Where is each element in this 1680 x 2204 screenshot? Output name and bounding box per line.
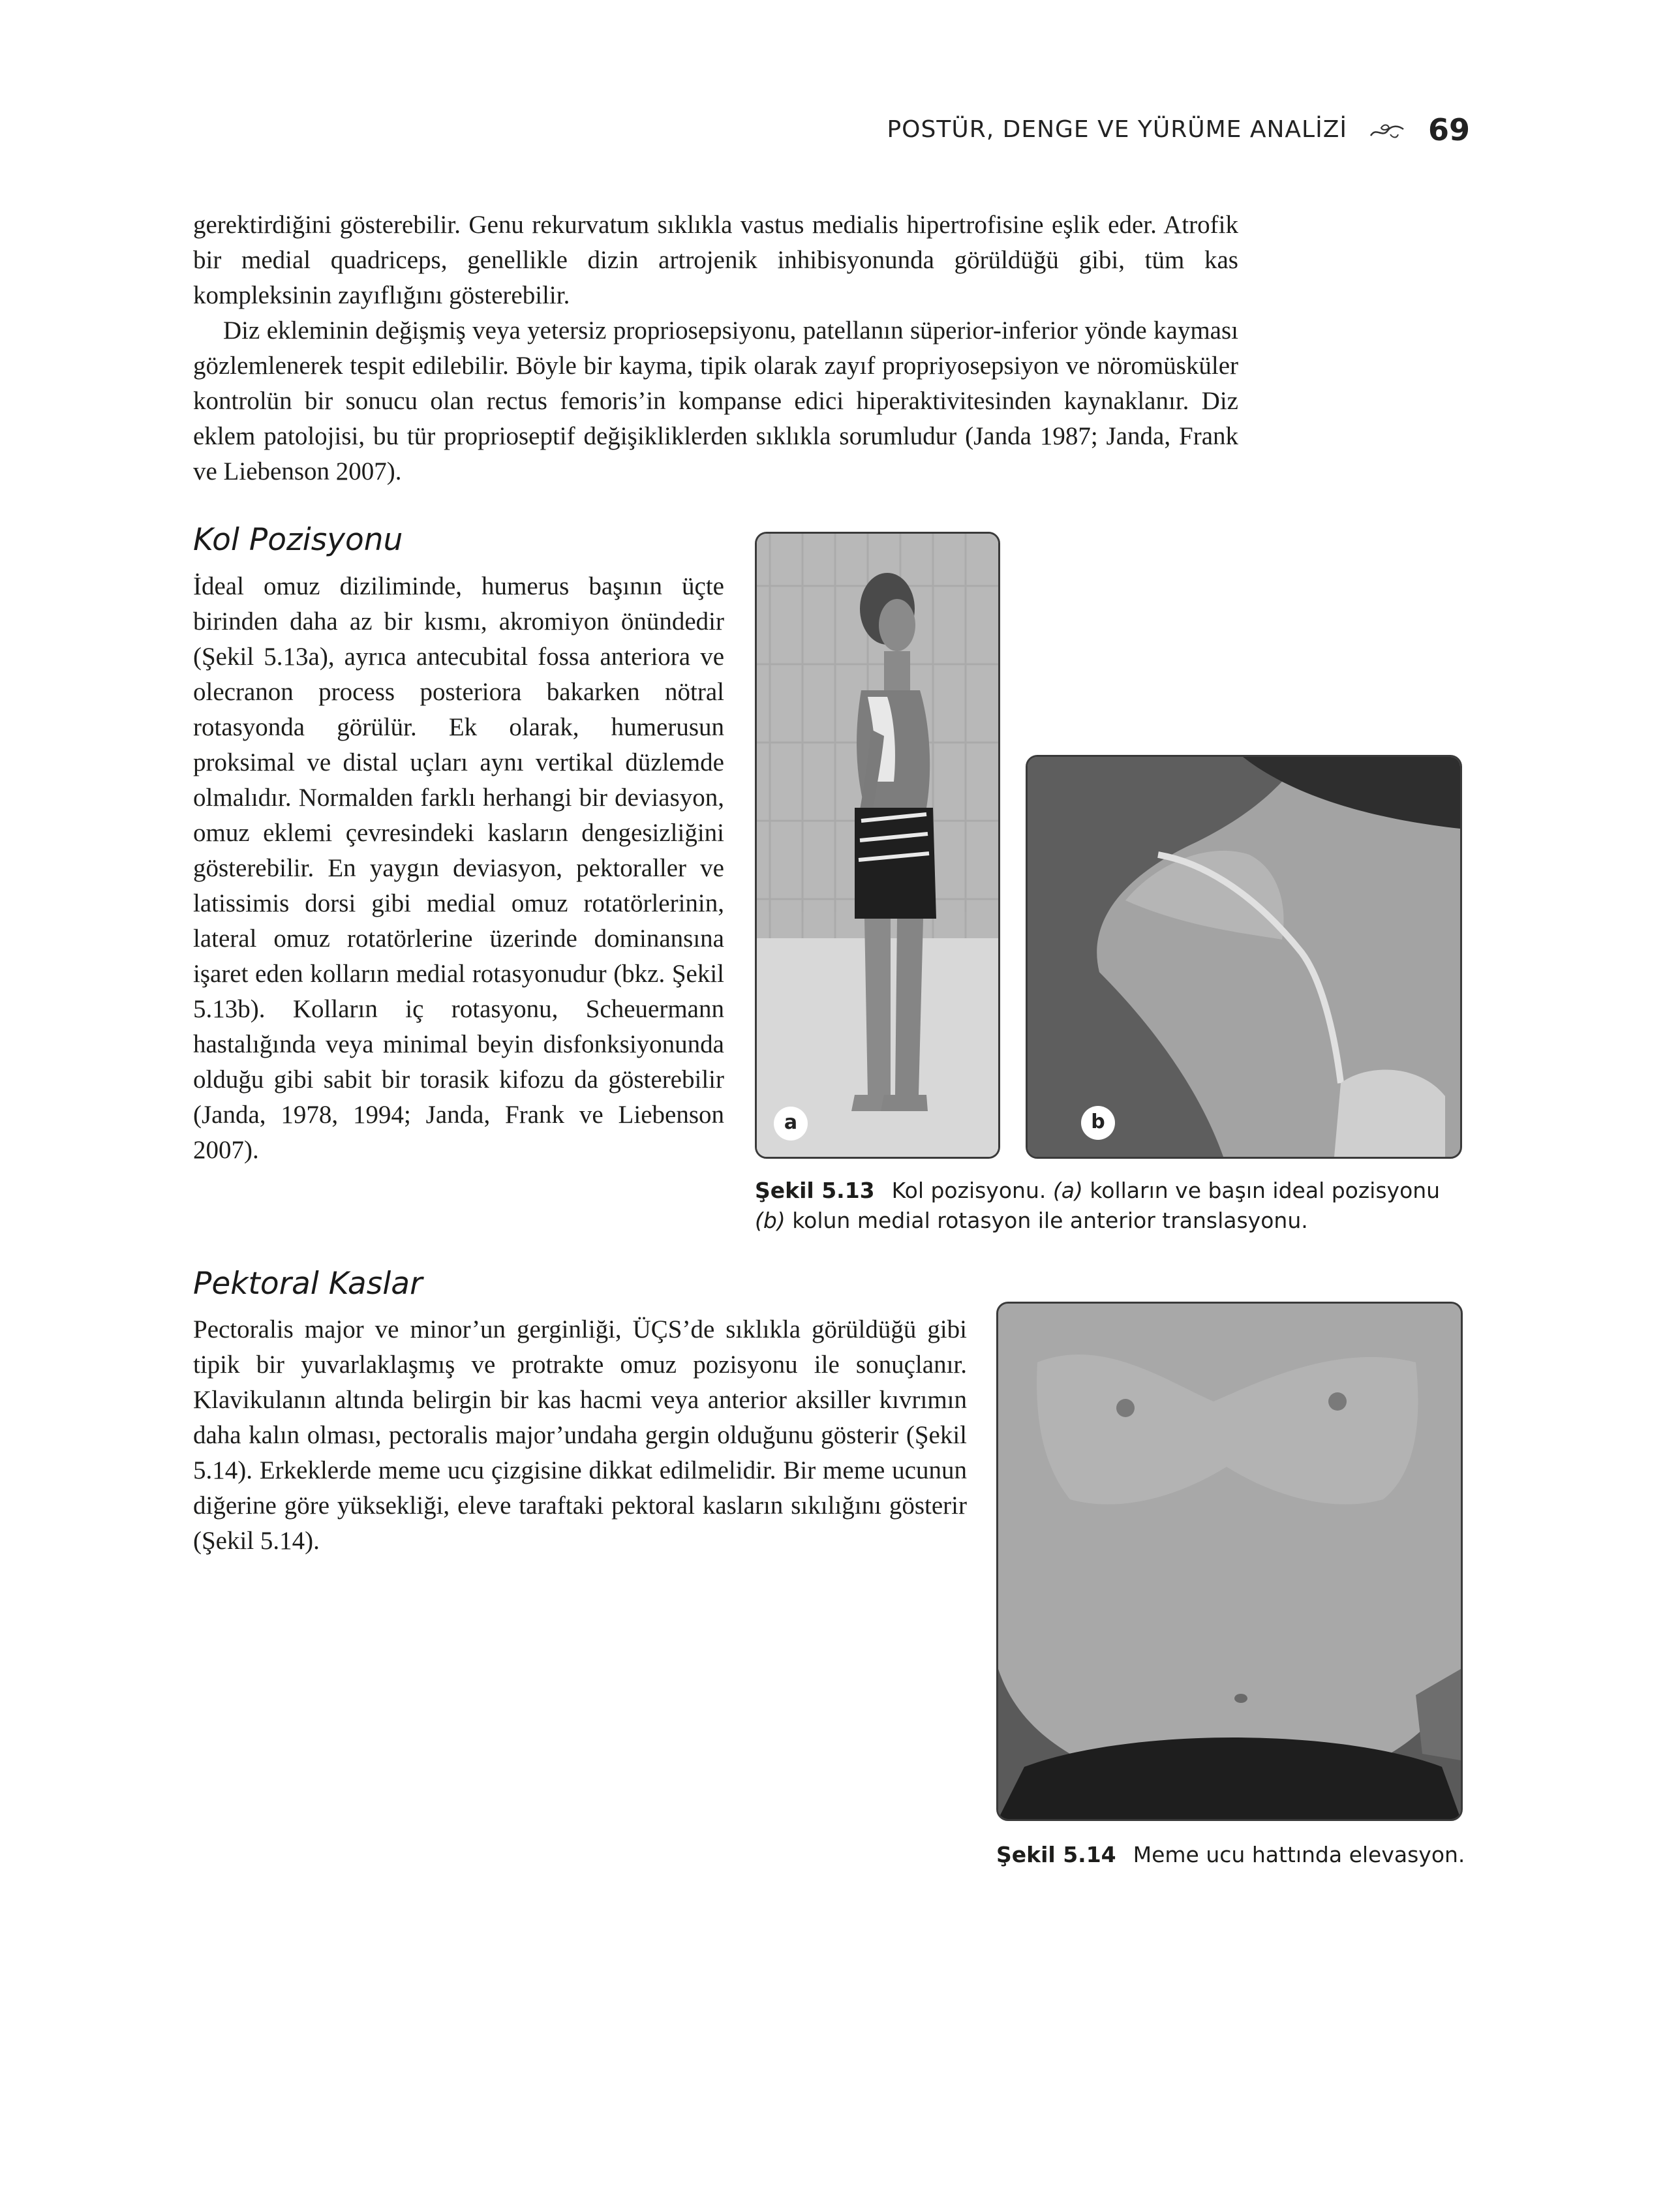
figure-5-14-caption-text: Meme ucu hattında elevasyon. — [1133, 1842, 1465, 1867]
figure-5-14-photo — [996, 1302, 1463, 1821]
page-number: 69 — [1428, 112, 1470, 147]
figure-5-13-caption-b-marker: (b) — [755, 1208, 786, 1233]
shoulder-closeup-image — [1028, 757, 1460, 1157]
intro-section — [193, 207, 1238, 489]
figure-5-13b-photo — [1026, 755, 1462, 1159]
figure-label-b: b — [1081, 1106, 1115, 1140]
figure-5-13a-photo — [755, 532, 1000, 1159]
figure-label-a: a — [774, 1107, 808, 1140]
fleuron-icon — [1368, 121, 1406, 141]
figure-5-13-number: Şekil 5.13 — [755, 1178, 875, 1203]
figure-5-14-number: Şekil 5.14 — [996, 1842, 1116, 1867]
intro-paragraph-2: Diz ekleminin değişmiş veya yetersiz propriosepsiyonu, patellanın süperior-inferior yönde kayması gözlemlenerek tespit edilebilir. Böyle bir kayma, tipik olarak zayıf propriyosepsiyon ve nöromüsküler kontrolün bir sonucu olan rectus femoris’in kompanse edici hiperaktivitesinden kaynaklanır. Diz eklem patolojisi, bu tür proprioseptif değişikliklerden sıklıkla sorumludur (Janda 1987; Janda, Frank ve Liebenson 2007). — [193, 316, 1238, 485]
figure-5-14-caption — [996, 1840, 1486, 1870]
standing-woman-profile-image — [757, 534, 998, 1157]
male-torso-image — [998, 1304, 1461, 1819]
pektoral-kaslar-paragraph: Pectoralis major ve minor’un gerginliği, ÜÇS’de sıklıkla görüldüğü gibi tipik bir yuvarlaklaşmış ve protrakte omuz pozisyonu ile sonuçlanır. Klavikulanın altında belirgin bir kas hacmi veya anterior aksiller kıvrımın daha kalın olması, pectoralis major’undaha gergin olduğunu gösterir (Şekil 5.14). Erkeklerde meme ucu çizgisine dikkat edilmelidir. Bir meme ucunun diğerine göre yüksekliği, eleve taraftaki pektoral kasların sıkılığını gösterir (Şekil 5.14). — [193, 1315, 967, 1555]
figure-5-13-caption-a-text: kolların ve başın ideal pozisyonu — [1090, 1178, 1441, 1203]
running-title: POSTÜR, DENGE VE YÜRÜME ANALİZİ — [887, 116, 1347, 143]
section-heading-kol-pozisyonu: Kol Pozisyonu — [193, 522, 403, 558]
kol-pozisyonu-text — [193, 569, 724, 1168]
figure-5-13-caption-main: Kol pozisyonu. — [891, 1178, 1046, 1203]
running-header — [0, 112, 1680, 151]
figure-5-13-caption — [755, 1176, 1466, 1236]
pektoral-kaslar-text — [193, 1312, 967, 1559]
figure-5-13-caption-b-text: kolun medial rotasyon ile anterior translasyonu. — [792, 1208, 1308, 1233]
figure-5-13-caption-a-marker: (a) — [1052, 1178, 1083, 1203]
kol-pozisyonu-paragraph: İdeal omuz diziliminde, humerus başının üçte birinden daha az bir kısmı, akromiyon önündedir (Şekil 5.13a), ayrıca antecubital fossa anteriora ve olecranon process posteriora bakarken nötral rotasyonda görülür. Ek olarak, humerusun proksimal ve distal uçları aynı vertikal düzlemde olmalıdır. Normalden farklı herhangi bir deviasyon, omuz eklemi çevresindeki kasların dengesizliğini gösterebilir. En yaygın deviasyon, pektoraller ve latissimis dorsi gibi medial omuz rotatörlerinin, lateral omuz rotatörlerine üzerinde dominansına işaret eden kolların medial rotasyonudur (bkz. Şekil 5.13b). Kolların iç rotasyonu, Scheuermann hastalığında veya minimal beyin disfonksiyonunda olduğu gibi sabit bir torasik kifozu da gösterebilir (Janda, 1978, 1994; Janda, Frank ve Liebenson 2007). — [193, 572, 724, 1164]
intro-paragraph-1: gerektirdiğini gösterebilir. Genu rekurvatum sıklıkla vastus medialis hipertrofisine eşlik eder. Atrofik bir medial quadriceps, genellikle dizin artrojenik inhibisyonunda görüldüğü gibi, tüm kas kompleksinin zayıflığını gösterebilir. — [193, 211, 1238, 309]
section-heading-pektoral-kaslar: Pektoral Kaslar — [193, 1266, 423, 1302]
